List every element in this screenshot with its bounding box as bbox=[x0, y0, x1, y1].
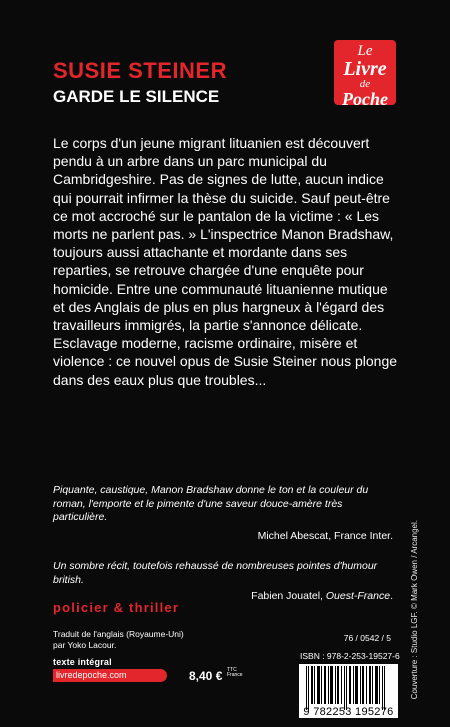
isbn-number: ISBN : 978-2-253-19527-6 bbox=[300, 651, 400, 661]
texte-integral-label: texte intégral bbox=[53, 657, 112, 667]
review-quote-1: Piquante, caustique, Manon Bradshaw donne le ton et la couleur du roman, l'emporte et le pimente d'une saveur douce-amère très particulière. bbox=[53, 484, 369, 523]
review-quote-2: Un sombre récit, toutefois rehaussé de nombreuses pointes d'humour british. bbox=[53, 560, 378, 586]
translator-credit: Traduit de l'anglais (Royaume-Uni) par Yoko Lacour. bbox=[53, 629, 184, 650]
barcode bbox=[299, 664, 398, 718]
review-author-1: Michel Abescat, France Inter. bbox=[257, 530, 393, 542]
publisher-logo: Le Livre de Poche bbox=[334, 40, 396, 105]
price: 8,40 € bbox=[189, 669, 223, 683]
website-link[interactable]: livredepoche.com bbox=[53, 669, 167, 682]
review-author-2: Fabien Jouatel, Ouest-France. bbox=[251, 590, 393, 602]
reference-number: 76 / 0542 / 5 bbox=[343, 633, 391, 643]
price-note: TTC France bbox=[227, 667, 243, 678]
barcode-number: 9 782253 195276 bbox=[303, 706, 394, 718]
cover-credit: Couverture : Studio LGF. © Mark Owen / Arcangel. bbox=[410, 520, 419, 700]
genre-label: policier & thriller bbox=[53, 600, 180, 615]
book-title: GARDE LE SILENCE bbox=[53, 87, 220, 106]
summary-text: Le corps d'un jeune migrant lituanien est découvert pendu à un arbre dans un parc municipal du Cambridgeshire. Pas de signes de lutte, aucun indice qui pourrait infirmer la thèse du suicide. Sauf peut-être ce mot accroché sur le pantalon de la victime : « Les morts ne parlent pas. » L'inspectrice Manon Bradshaw, toujours aussi attachante et mordante dans ses reparties, se retrouve chargée d'une enquête pour homicide. Entre une communauté lituanienne mutique et des Anglais de plus en plus hargneux à l'égard des travailleurs immigrés, la partie s'annonce délicate. Esclavage moderne, racisme ordinaire, misère et violence : ce nouvel opus de Susie Steiner nous plonge dans des eaux plus que troubles... bbox=[53, 135, 398, 388]
author-name: SUSIE STEINER bbox=[53, 58, 227, 83]
